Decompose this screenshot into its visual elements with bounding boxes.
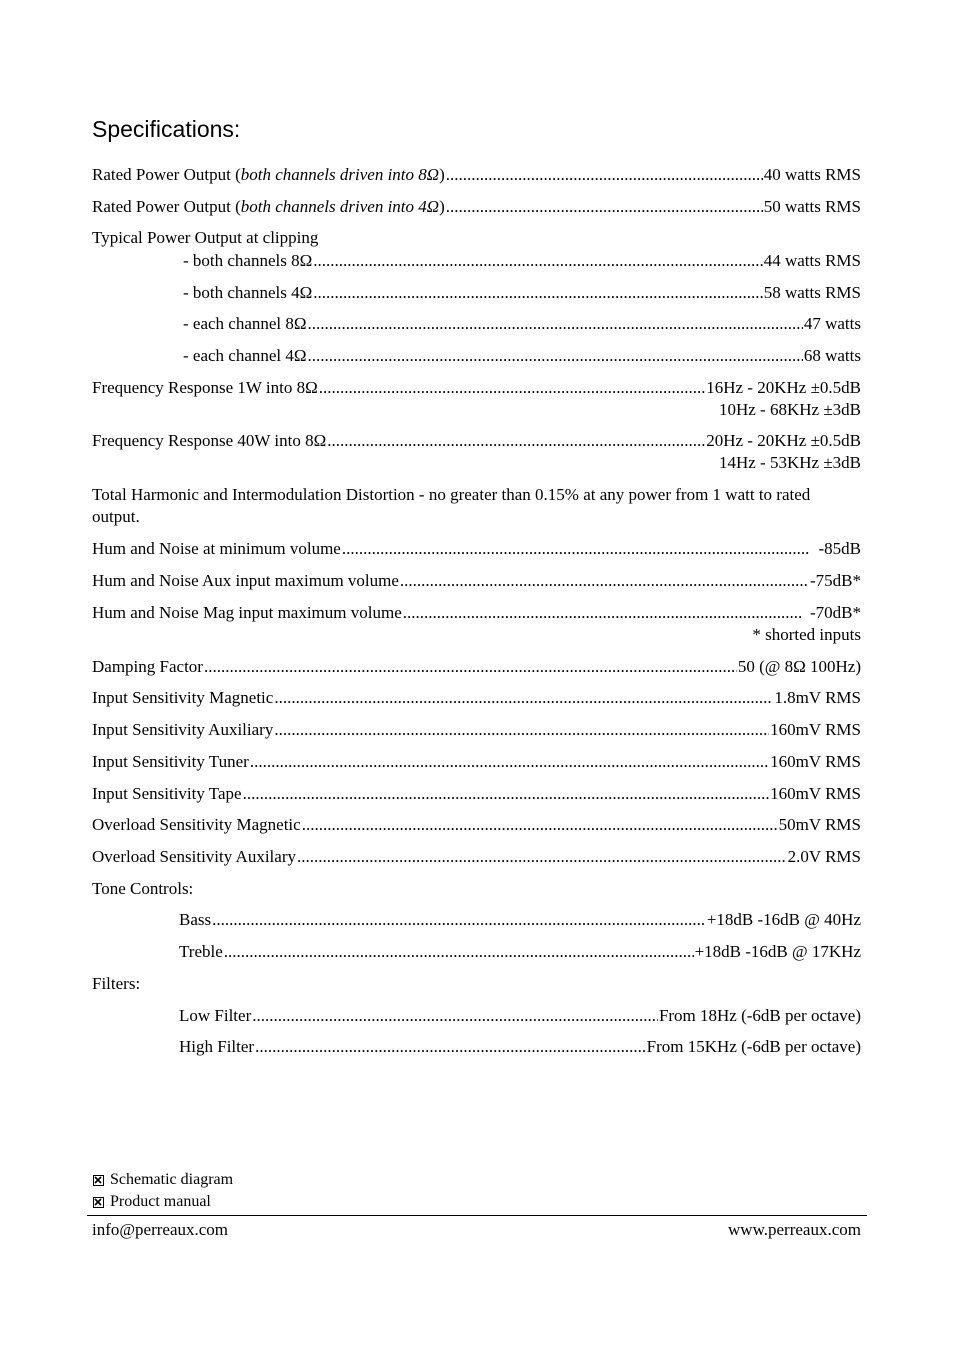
footer-divider [87, 1215, 867, 1216]
attachment-label: Schematic diagram [110, 1171, 234, 1188]
spec-value: 160mV RMS [770, 720, 861, 739]
spec-value: 20Hz - 20KHz ±0.5dB [706, 431, 861, 450]
dot-leader [274, 687, 773, 709]
spec-row-input-magnetic [92, 687, 861, 709]
shorted-inputs-note: * shorted inputs [752, 625, 861, 644]
spec-value: From 18Hz (-6dB per octave) [658, 1006, 861, 1025]
spec-row-input-tuner [92, 751, 861, 773]
dot-leader [250, 751, 769, 773]
spec-value: 58 watts RMS [763, 283, 861, 302]
spec-value: -75dB* [810, 571, 861, 590]
page-title: Specifications: [92, 116, 241, 142]
spec-value: 50mV RMS [778, 815, 861, 834]
spec-value: 40 watts RMS [763, 165, 861, 184]
spec-label: Bass [179, 910, 212, 929]
spec-value: 47 watts [803, 314, 861, 333]
attachment-product-manual[interactable] [93, 1192, 211, 1212]
spec-label: Low Filter [179, 1006, 252, 1025]
spec-row-low-filter [179, 1005, 861, 1027]
spec-row-rated-8ohm [92, 164, 861, 186]
checked-box-icon [93, 1175, 104, 1186]
spec-label: - both channels 8Ω [183, 251, 313, 270]
spec-row-bass [179, 909, 861, 931]
spec-label: - both channels 4Ω [183, 283, 313, 302]
spec-row-typical-both-4 [183, 282, 861, 304]
spec-label: Frequency Response 1W into 8Ω [92, 378, 318, 397]
spec-row-hum-mag [92, 602, 861, 624]
spec-value: -85dB [818, 539, 861, 558]
spec-row-input-auxiliary [92, 719, 861, 741]
spec-row-high-filter [179, 1036, 861, 1058]
dot-leader [313, 282, 762, 304]
spec-value: From 15KHz (-6dB per octave) [646, 1037, 861, 1056]
spec-value: +18dB -16dB @ 40Hz [706, 910, 861, 929]
dot-leader [342, 538, 810, 560]
checked-box-icon [93, 1197, 104, 1208]
typical-heading: Typical Power Output at clipping [92, 228, 319, 247]
spec-value: 160mV RMS [770, 752, 861, 771]
dot-leader [446, 196, 763, 218]
dot-leader [224, 941, 694, 963]
spec-value: 44 watts RMS [763, 251, 861, 270]
spec-row-overload-auxilary [92, 846, 861, 868]
spec-row-hum-aux [92, 570, 861, 592]
spec-label: High Filter [179, 1037, 255, 1056]
spec-label: Frequency Response 40W into 8Ω [92, 431, 327, 450]
spec-row-freq-40w [92, 430, 861, 452]
spec-row-input-tape [92, 783, 861, 805]
dot-leader [446, 164, 763, 186]
spec-row-rated-4ohm [92, 196, 861, 218]
spec-value: 68 watts [803, 346, 861, 365]
tone-heading: Tone Controls: [92, 879, 194, 898]
footer-email[interactable]: info@perreaux.com [92, 1220, 229, 1239]
spec-value: 160mV RMS [770, 784, 861, 803]
dot-leader [297, 846, 787, 868]
spec-value-secondary: 10Hz - 68KHz ±3dB [718, 400, 861, 419]
spec-label: Input Sensitivity Auxiliary [92, 720, 274, 739]
spec-value: 16Hz - 20KHz ±0.5dB [706, 378, 861, 397]
spec-label: Rated Power Output (both channels driven into 4Ω) [92, 197, 445, 216]
spec-row-treble [179, 941, 861, 963]
spec-label: Hum and Noise Aux input maximum volume [92, 571, 399, 590]
spec-label: Hum and Noise Mag input maximum volume [92, 603, 402, 622]
spec-label: Input Sensitivity Tape [92, 784, 242, 803]
dot-leader [327, 430, 705, 452]
dot-leader [319, 377, 706, 399]
spec-row-damping [92, 656, 861, 678]
spec-row-overload-magnetic [92, 814, 861, 836]
attachment-label: Product manual [110, 1193, 211, 1210]
spec-value: 1.8mV RMS [774, 688, 861, 707]
spec-row-hum-min [92, 538, 861, 560]
spec-label: Hum and Noise at minimum volume [92, 539, 341, 558]
dot-leader [204, 656, 737, 678]
dot-leader [308, 345, 803, 367]
dot-leader [313, 250, 762, 272]
dot-leader [403, 602, 801, 624]
dot-leader [302, 814, 778, 836]
spec-label: Input Sensitivity Magnetic [92, 688, 274, 707]
spec-value-secondary: 14Hz - 53KHz ±3dB [718, 453, 861, 472]
spec-label: Input Sensitivity Tuner [92, 752, 249, 771]
spec-label: - each channel 8Ω [183, 314, 307, 333]
spec-label: Damping Factor [92, 657, 203, 676]
spec-row-typical-each-4 [183, 345, 861, 367]
spec-label: Overload Sensitivity Magnetic [92, 815, 301, 834]
spec-value: 50 watts RMS [763, 197, 861, 216]
spec-row-typical-both-8 [183, 250, 861, 272]
dot-leader [255, 1036, 646, 1058]
spec-value: -70dB* [810, 603, 861, 622]
dot-leader [212, 909, 706, 931]
spec-label: Rated Power Output (both channels driven into 8Ω) [92, 165, 445, 184]
attachment-schematic[interactable] [93, 1170, 233, 1190]
spec-row-typical-each-8 [183, 313, 861, 335]
dot-leader [243, 783, 770, 805]
dot-leader [252, 1005, 658, 1027]
dot-leader [308, 313, 803, 335]
spec-label: - each channel 4Ω [183, 346, 307, 365]
spec-label: Treble [179, 942, 223, 961]
spec-row-freq-1w [92, 377, 861, 399]
spec-label: Overload Sensitivity Auxilary [92, 847, 296, 866]
spec-value: 50 (@ 8Ω 100Hz) [737, 657, 861, 676]
dot-leader [274, 719, 769, 741]
spec-value: +18dB -16dB @ 17KHz [694, 942, 861, 961]
footer-website[interactable]: www.perreaux.com [728, 1220, 861, 1239]
thd-paragraph: Total Harmonic and Intermodulation Distortion - no greater than 0.15% at any power from 1 watt to rated output. [92, 485, 811, 526]
filters-heading: Filters: [92, 974, 141, 993]
dot-leader [400, 570, 809, 592]
spec-value: 2.0V RMS [787, 847, 861, 866]
